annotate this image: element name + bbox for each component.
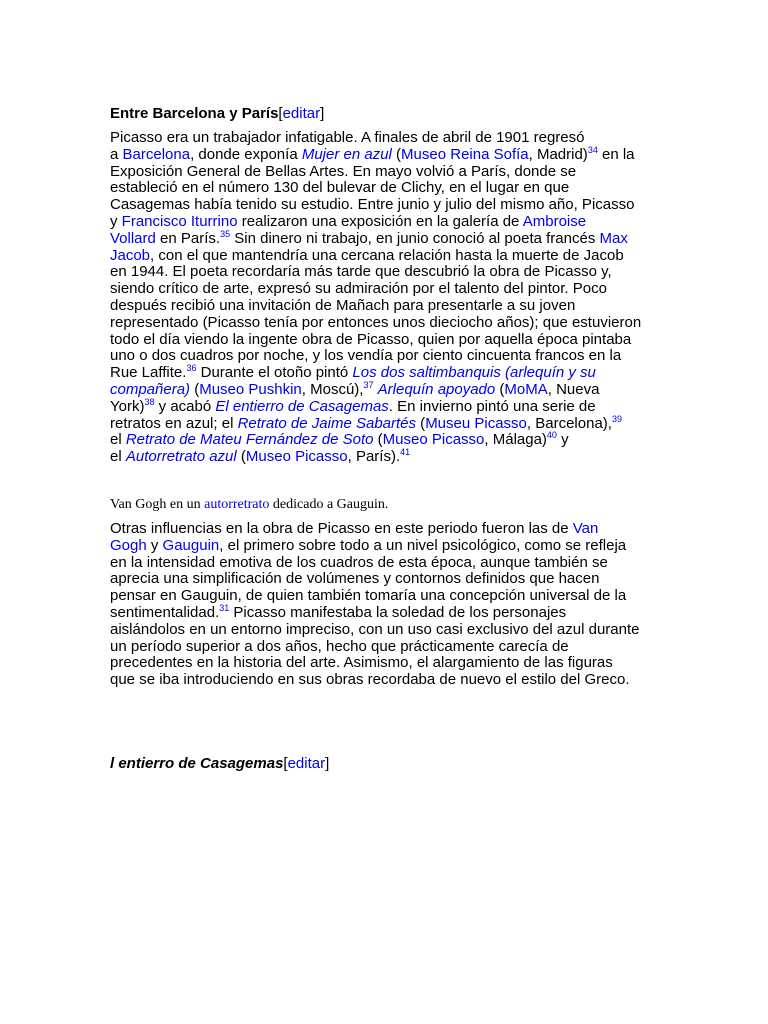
text-line [110,622,662,639]
text-line [110,164,662,181]
text-line [110,521,662,538]
text-run: y [556,431,569,449]
paragraph-barcelona-paris [110,130,662,466]
text-run: ( [190,380,200,398]
inline-link[interactable]: Jacob [110,246,151,264]
text-run: Sin dinero ni trabajo, en junio conoció al poeta francés [230,229,600,247]
text-run: , Madrid) [528,145,588,163]
text-run: el [110,431,126,449]
text-run: , Nueva [547,380,600,398]
inline-link[interactable]: Retrato de Jaime Sabartés [237,414,417,432]
edit-link[interactable]: editar [287,755,326,772]
inline-link[interactable]: Francisco Iturrino [121,212,238,230]
section-title: l entierro de Casagemas [110,755,284,772]
text-line [110,672,662,689]
text-line [110,571,662,588]
edit-open-bracket: [ [278,105,283,122]
text-run: . En invierno pintó una serie de [388,397,596,415]
citation-ref[interactable]: 31 [219,602,230,613]
text-run: representado (Picasso tenía por entonces unos dieciocho años); que estuvieron [110,313,642,331]
inline-link[interactable]: Museo Reina Sofía [401,145,529,163]
text-run: , París). [347,448,401,466]
inline-link[interactable]: Autorretrato azul [125,448,237,466]
text-line [110,602,662,622]
text-line [110,413,662,433]
text-run: después recibió una invitación de Mañach para presentarle a su joven [110,296,576,314]
text-run: todo el día viendo la ingente obra de Picasso, quien por aquella época pintaba [110,330,632,348]
text-run: ( [391,145,402,163]
caption-link-autorretrato[interactable]: autorretrato [204,497,270,512]
text-run: , Málaga) [484,431,547,449]
text-run: y acabó [154,397,216,415]
inline-link[interactable]: Gauguin [162,536,220,554]
text-run: uno o dos cuadros por noche, y los vendía por ciento cincuenta francos en la [110,347,622,365]
inline-link[interactable]: Mujer en azul [301,145,392,163]
edit-close-bracket: ] [320,105,325,122]
text-line [110,214,662,231]
text-line [110,281,662,298]
text-line [110,639,662,656]
inline-link[interactable]: Museo Picasso [245,448,348,466]
edit-link[interactable]: editar [282,105,321,122]
text-run: Picasso era un trabajador infatigable. A finales de abril de 1901 regresó [110,129,585,146]
text-run: precedentes en la historia del arte. Asimismo, el alargamiento de las figuras [110,654,613,672]
inline-link[interactable]: Gogh [110,536,147,554]
text-run: en la [597,145,635,163]
text-line [110,315,662,332]
text-run: , donde exponía [190,145,302,163]
text-line [110,396,662,416]
text-run: ( [236,448,246,466]
text-line [110,588,662,605]
text-run: a [110,145,123,163]
caption-text-before: Van Gogh en un [110,497,205,512]
text-run: ( [416,414,426,432]
inline-link[interactable]: Retrato de Mateu Fernández de Soto [125,431,374,449]
text-run: retratos en azul; el [110,414,238,432]
inline-link[interactable]: El entierro de Casagemas [215,397,389,415]
citation-ref[interactable]: 37 [363,379,374,390]
citation-ref[interactable]: 39 [611,413,622,424]
section-title: Entre Barcelona y París [110,105,279,122]
edit-close-bracket: ] [325,755,330,772]
caption-text-after: dedicado a Gauguin. [269,497,389,512]
text-run: , Barcelona), [526,414,612,432]
section-heading-entierro [110,755,329,772]
text-line [110,655,662,672]
inline-link[interactable]: Max [599,229,628,247]
text-line [110,365,662,382]
text-run: el [110,448,126,466]
edit-open-bracket: [ [283,755,288,772]
text-run: York) [110,397,145,415]
inline-link[interactable]: Museo Pushkin [199,380,302,398]
text-run: en 1944. El poeta recordaría más tarde que descubrió la obra de Picasso y, [110,263,612,281]
text-line [110,379,662,399]
text-run: pensar en Gauguin, de quien también tomaría una concepción universal de la [110,587,627,605]
text-line [110,332,662,349]
inline-link[interactable]: Vollard [110,229,156,247]
image-caption [110,497,388,513]
text-run: aprecia una simplificación de volúmenes y contornos definidos que hacen [110,570,600,588]
citation-ref[interactable]: 38 [144,396,155,407]
citation-ref[interactable]: 36 [186,363,197,374]
inline-link[interactable]: Barcelona [122,145,191,163]
text-line [110,228,662,248]
text-run: sentimentalidad. [110,603,220,621]
inline-link[interactable]: Museu Picasso [425,414,527,432]
text-line [110,144,662,164]
text-run: Rue Laffite. [110,364,187,382]
text-line [110,248,662,265]
section-heading-barcelona-paris [110,105,324,122]
text-line [110,538,662,555]
text-run: que se iba introduciendo en sus obras recordaba de nuevo el estilo del Greco. [110,671,630,689]
inline-link[interactable]: Arlequín apoyado [377,380,496,398]
text-run: Picasso manifestaba la soledad de los personajes [229,603,567,621]
text-run: Casagemas había tenido su estudio. Entre junio y julio del mismo año, Picasso [110,196,635,214]
text-run: realizaron una exposición en la galería de [237,212,523,230]
inline-link[interactable]: Museo Picasso [382,431,485,449]
text-run: en la intensidad emotiva de los cuadros de esta época, aunque también se [110,553,608,571]
citation-ref[interactable]: 40 [546,430,557,441]
text-run: Durante el otoño pintó [196,364,353,382]
text-line [110,180,662,197]
text-run: un período superior a dos años, hecho que prácticamente carecía de [110,637,569,655]
text-line [110,432,662,449]
text-line [110,298,662,315]
text-run: ( [373,431,383,449]
inline-link[interactable]: Van [572,520,599,537]
paragraph-influences [110,521,662,689]
text-run: estableció en el número 130 del bulevar de Clichy, en el lugar en que [110,179,570,197]
inline-link[interactable]: MoMA [504,380,548,398]
text-run: Exposición General de Bellas Artes. En mayo volvió a París, donde se [110,162,577,180]
text-run: y [146,536,163,554]
text-line [110,130,662,147]
text-run: y [110,212,122,230]
citation-ref[interactable]: 34 [587,144,598,155]
text-run: siendo crítico de arte, expresó su admiración por el talento del pintor. Poco [110,280,607,298]
text-line [110,197,662,214]
text-line [110,449,662,466]
inline-link[interactable]: compañera) [110,380,191,398]
text-run: Otras influencias en la obra de Picasso en este periodo fueron las de [110,520,573,537]
inline-link[interactable]: Ambroise [522,212,587,230]
citation-ref[interactable]: 35 [220,228,231,239]
text-run: ( [495,380,505,398]
text-run: , el primero sobre todo a un nivel psicológico, como se refleja [219,536,627,554]
inline-link[interactable]: Los dos saltimbanquis (arlequín y su [352,364,596,382]
citation-ref[interactable]: 41 [400,447,411,458]
text-line [110,264,662,281]
text-run: , con el que mantendría una cercana relación hasta la muerte de Jacob [150,246,624,264]
text-run: aislándolos en un entorno impreciso, con un uso casi exclusivo del azul durante [110,620,640,638]
text-run: , Moscú), [301,380,364,398]
text-line [110,555,662,572]
text-run: en París. [155,229,221,247]
